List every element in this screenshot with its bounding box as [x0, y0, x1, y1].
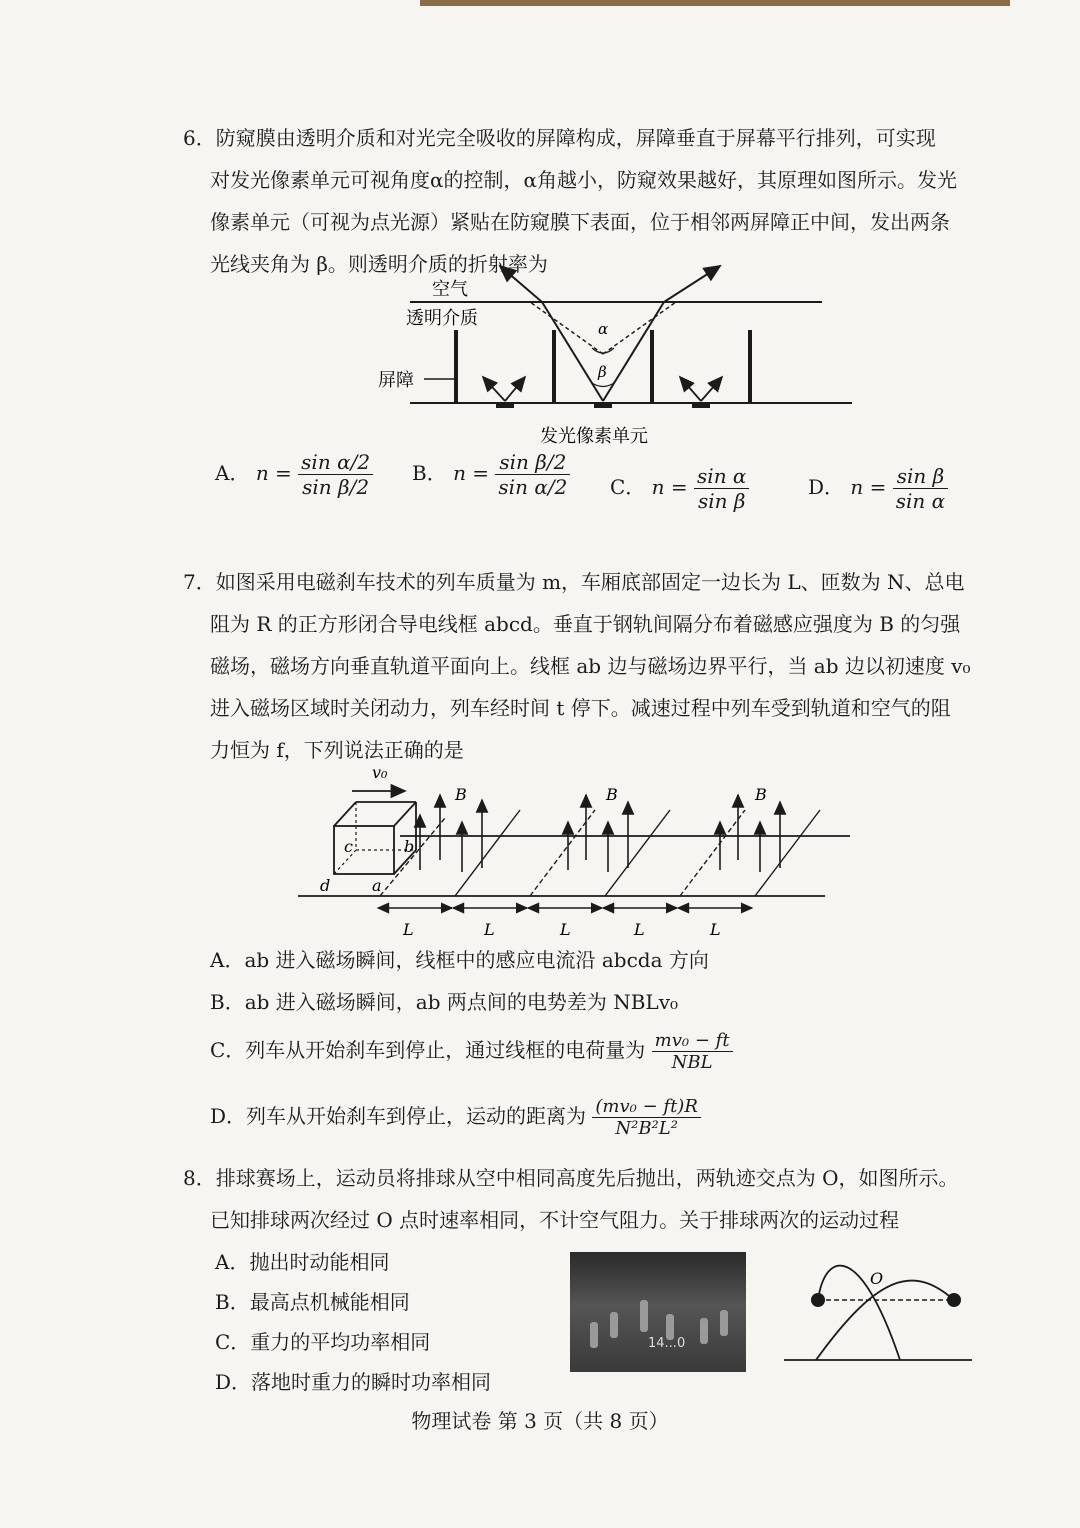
pixel-unit-left: [496, 402, 514, 408]
page-top-edge: [420, 0, 1010, 6]
q8-option-b: B．最高点机械能相同: [215, 1290, 410, 1314]
spacing-label: L: [560, 920, 571, 939]
magnetic-field-region-3: [720, 795, 780, 872]
q6-option-a: A． n = $\frac{\text{sin α/2}}{\text{sin β/2}}$: [215, 450, 373, 499]
q6-option-c-fraction: $\frac{\text{sin α}}{\text{sin β}}$: [694, 464, 749, 513]
page-footer: 物理试卷 第 3 页（共 8 页）: [411, 1409, 669, 1433]
magnetic-field-region-1: [420, 795, 482, 872]
volleyball-photo: [570, 1252, 746, 1372]
q7-line-1: 7．如图采用电磁刹车技术的列车质量为 m，车厢底部固定一边长为 L、匝数为 N、总电: [183, 570, 965, 594]
q6-line-3: 像素单元（可视为点光源）紧贴在防窥膜下表面，位于相邻两屏障正中间，发出两条: [210, 210, 950, 234]
q7-figure: [290, 760, 860, 942]
dashed-line-left: [530, 302, 603, 354]
q7-option-c: C．列车从开始刹车到停止，通过线框的电荷量为 $\frac{\text{mv₀ − ft}}{\text{NBL}}$: [210, 1030, 733, 1073]
spacing-label: L: [403, 920, 414, 939]
air-label: 空气: [432, 279, 468, 300]
magnetic-field-region-2: [568, 795, 628, 872]
spacing-label: L: [710, 920, 721, 939]
q8-line-2: 已知排球两次经过 O 点时速率相同，不计空气阻力。关于排球两次的运动过程: [210, 1208, 900, 1232]
coil-corner-d: d: [320, 876, 331, 895]
q8-trajectory-figure: [780, 1246, 980, 1370]
field-label: B: [755, 785, 767, 804]
pixel-label: 发光像素单元: [540, 426, 648, 447]
beta-arc: [592, 383, 614, 387]
q6-option-c: C． n = $\frac{\text{sin α}}{\text{sin β}}$: [610, 464, 749, 513]
field-label: B: [606, 785, 618, 804]
ray-arrow: [483, 377, 505, 401]
q8-line-1: 8．排球赛场上，运动员将排球从空中相同高度先后抛出，两轨迹交点为 O，如图所示。: [183, 1166, 959, 1190]
q7-line-5: 力恒为 f，下列说法正确的是: [210, 738, 464, 762]
q6-option-d: D． n = $\frac{\text{sin β}}{\text{sin α}}$: [808, 464, 948, 513]
barrier-label: 屏障: [378, 370, 414, 391]
ball-left: [811, 1293, 825, 1307]
field-boundary: [605, 810, 670, 896]
q6-line-1: 6．防窥膜由透明介质和对光完全吸收的屏障构成，屏障垂直于屏幕平行排列，可实现: [183, 126, 936, 150]
spacing-label: L: [484, 920, 495, 939]
q8-option-d: D．落地时重力的瞬时功率相同: [215, 1370, 492, 1394]
q6-line-2: 对发光像素单元可视角度α的控制，α角越小，防窥效果越好，其原理如图所示。发光: [210, 168, 958, 192]
q8-option-c: C．重力的平均功率相同: [215, 1330, 431, 1354]
alpha-label: α: [598, 320, 609, 338]
field-boundary: [755, 810, 820, 896]
pixel-unit-center: [594, 402, 612, 408]
q6-option-b: B． n = $\frac{\text{sin β/2}}{\text{sin α/2}}$: [412, 450, 570, 499]
q7-line-3: 磁场，磁场方向垂直轨道平面向上。线框 ab 边与磁场边界平行，当 ab 边以初速度 v₀: [210, 654, 971, 678]
ball-right: [947, 1293, 961, 1307]
ray-arrow: [701, 377, 722, 401]
q6-option-b-fraction: $\frac{\text{sin β/2}}{\text{sin α/2}}$: [495, 450, 570, 499]
field-boundary: [680, 810, 745, 896]
dashed-line-right: [603, 302, 676, 354]
velocity-label: v₀: [372, 763, 388, 782]
refracted-ray-right: [664, 266, 720, 302]
q6-figure: [370, 262, 860, 452]
q6-line-4: 光线夹角为 β。则透明介质的折射率为: [210, 252, 548, 276]
q6-option-d-fraction: $\frac{\text{sin β}}{\text{sin α}}$: [893, 464, 948, 513]
q8-option-a: A．抛出时动能相同: [215, 1250, 390, 1274]
field-boundary: [455, 810, 520, 896]
pixel-unit-right: [692, 402, 710, 408]
q6-option-a-fraction: $\frac{\text{sin α/2}}{\text{sin β/2}}$: [298, 450, 373, 499]
intersection-o-label: O: [870, 1269, 884, 1288]
coil-corner-a: a: [372, 876, 382, 895]
coil-corner-b: b: [404, 837, 415, 856]
refracted-ray-left: [500, 266, 542, 302]
q7-option-d: D．列车从开始刹车到停止，运动的距离为 $\frac{\text{(mv₀ − ft)R}}{\text{N²B²L²}}$: [210, 1096, 701, 1139]
ray-arrow: [680, 377, 701, 401]
q7-option-b: B．ab 进入磁场瞬间，ab 两点间的电势差为 NBLv₀: [210, 990, 679, 1014]
q7-option-d-fraction: $\frac{\text{(mv₀ − ft)R}}{\text{N²B²L²}}$: [592, 1096, 700, 1139]
q7-option-a: A．ab 进入磁场瞬间，线框中的感应电流沿 abcda 方向: [210, 948, 709, 972]
field-boundary: [380, 818, 445, 896]
medium-label: 透明介质: [406, 308, 478, 329]
beta-label: β: [598, 363, 607, 381]
spacing-label: L: [634, 920, 645, 939]
q7-line-2: 阻为 R 的正方形闭合导电线框 abcd。垂直于钢轨间隔分布着磁感应强度为 B 的匀强: [210, 612, 961, 636]
coil-corner-c: c: [344, 837, 353, 856]
photo-scoreboard-text: 14...0: [648, 1336, 686, 1351]
trajectory-1: [818, 1266, 900, 1360]
q7-line-4: 进入磁场区域时关闭动力，列车经时间 t 停下。减速过程中列车受到轨道和空气的阻: [210, 696, 951, 720]
q7-option-c-fraction: $\frac{\text{mv₀ − ft}}{\text{NBL}}$: [652, 1030, 733, 1073]
field-label: B: [455, 785, 467, 804]
ray-arrow: [505, 377, 525, 401]
